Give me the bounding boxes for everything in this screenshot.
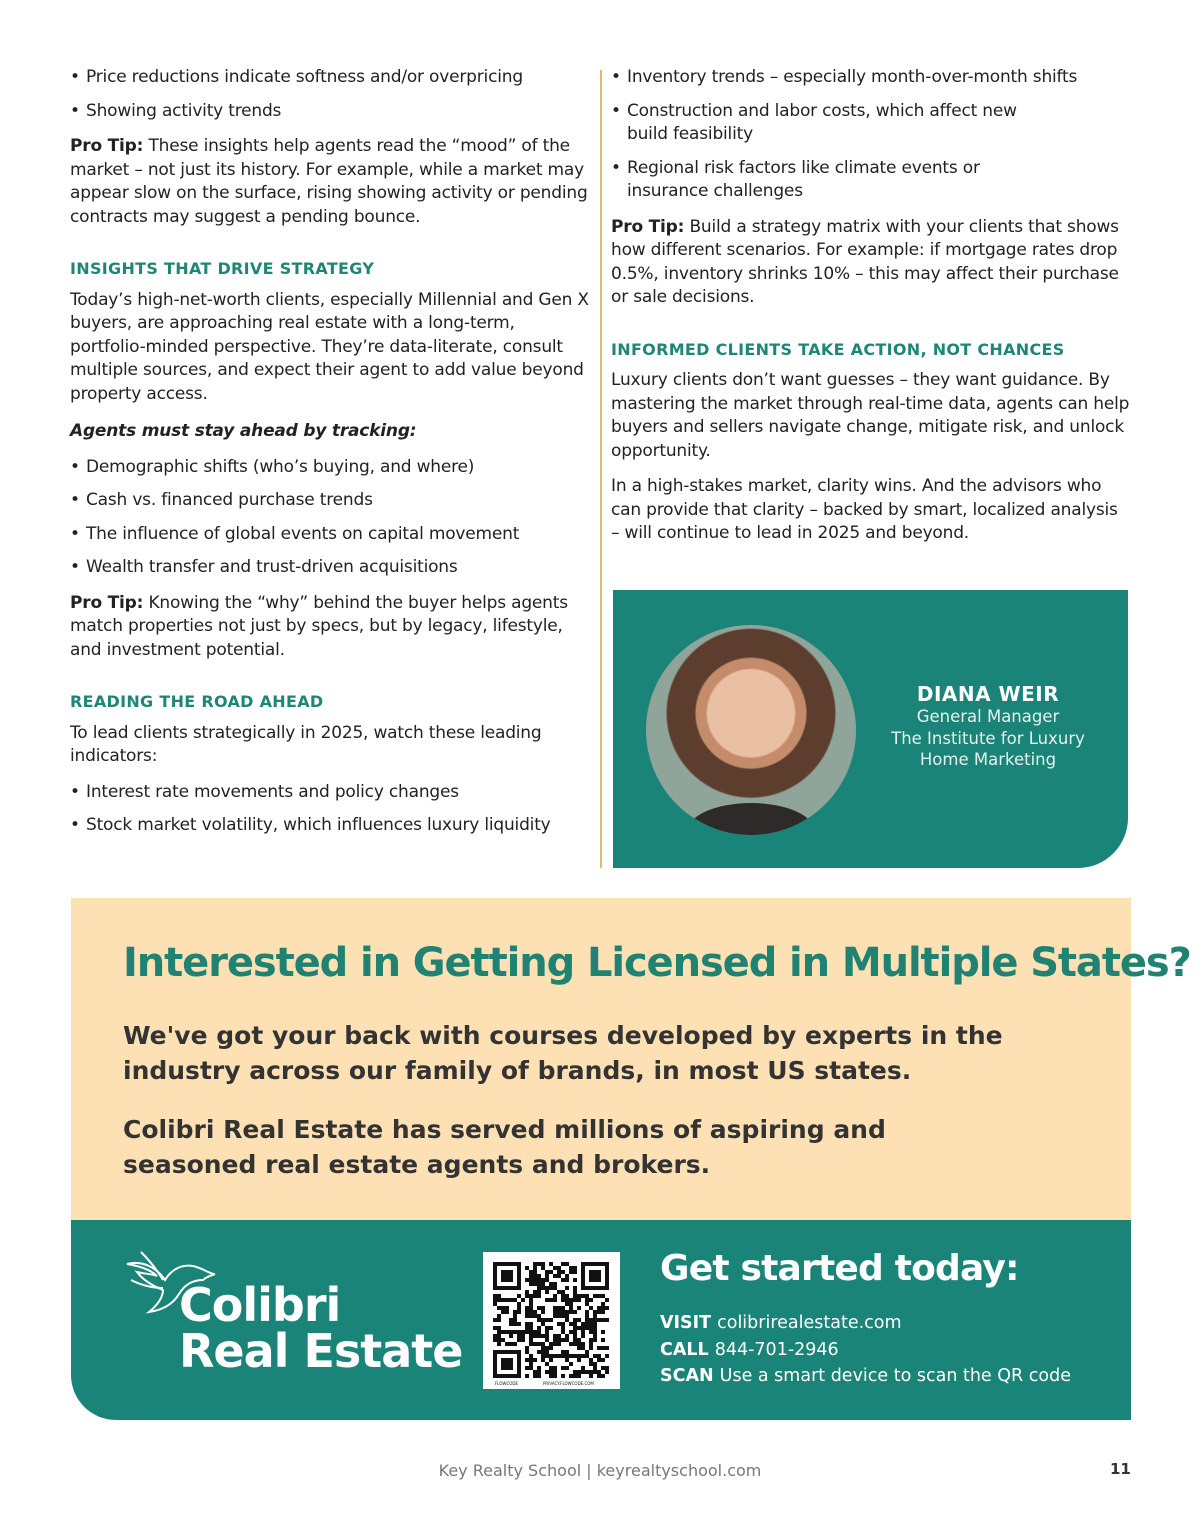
bullet-list-top-right — [611, 66, 1131, 204]
visit-row — [660, 1310, 1071, 1337]
visit-label: VISIT — [660, 1313, 712, 1333]
qr-code-icon — [483, 1252, 620, 1389]
contact-rows — [660, 1310, 1071, 1390]
promo-paragraph-1: We've got your back with courses developed by experts in the industry across our family of brands, in most US states. — [123, 1021, 1003, 1085]
author-org-line-1: The Institute for Luxury — [891, 728, 1085, 748]
author-card — [613, 590, 1128, 868]
author-photo-shirt — [686, 803, 816, 835]
column-divider — [600, 70, 602, 868]
list-item: • The influence of global events on capital movement — [70, 523, 590, 547]
section-heading-insights: INSIGHTS THAT DRIVE STRATEGY — [70, 259, 375, 278]
list-item: • Stock market volatility, which influences luxury liquidity — [70, 814, 590, 838]
section-body: Today’s high-net-worth clients, especially Millennial and Gen X buyers, are approaching real estate with a long-term, portfolio-minded perspective. They’re data-literate, consult multiple sources, and expect their agent to add value beyond property access. — [70, 289, 589, 404]
author-photo — [646, 625, 856, 835]
cta-heading: Get started today: — [660, 1248, 1019, 1289]
list-item: • Price reductions indicate softness and/or overpricing — [70, 66, 590, 90]
list-item: • Interest rate movements and policy changes — [70, 781, 590, 805]
scan-row — [660, 1363, 1071, 1390]
list-item: • Wealth transfer and trust-driven acquisitions — [70, 556, 590, 580]
scan-label: SCAN — [660, 1366, 714, 1386]
call-label: CALL — [660, 1339, 709, 1360]
pro-tip-text: These insights help agents read the “mood” of the market – not just its history. For example, while a market may appear slow on the surface, rising showing activity or pending contracts may suggest a pending bounce. — [70, 136, 588, 227]
section-heading-informed-clients: INFORMED CLIENTS TAKE ACTION, NOT CHANCES — [611, 339, 1065, 359]
author-name: DIANA WEIR — [916, 682, 1060, 706]
phone-number[interactable]: 844-701-2946 — [714, 1339, 839, 1360]
bullet-list-top-left — [70, 66, 590, 123]
list-item: • Construction and labor costs, which affect new build feasibility — [611, 100, 1131, 147]
emphasis-line: Agents must stay ahead by tracking: — [70, 421, 417, 441]
visit-link[interactable]: colibrirealestate.com — [717, 1313, 902, 1333]
list-item: • Inventory trends – especially month-over-month shifts — [611, 66, 1131, 90]
author-info — [873, 682, 1103, 771]
pro-tip-paragraph — [70, 135, 590, 229]
pro-tip-paragraph — [70, 592, 590, 663]
pro-tip-label: Pro Tip: — [70, 592, 144, 613]
pro-tip-label: Pro Tip: — [70, 136, 144, 156]
section-body: Luxury clients don’t want guesses – they want guidance. By mastering the market through real-time data, agents can help buyers and sellers navigate change, mitigate risk, and unlock opportunity. — [611, 370, 1130, 461]
page-number: 11 — [1110, 1460, 1131, 1478]
bullet-list-tracking — [70, 456, 590, 580]
svg-text:FLOWCODE: FLOWCODE — [495, 1381, 519, 1386]
section-body: To lead clients strategically in 2025, watch these leading indicators: — [70, 722, 542, 766]
section-body: In a high-stakes market, clarity wins. And the advisors who can provide that clarity – backed by smart, localized analysis – will continue to lead in 2025 and beyond. — [611, 476, 1118, 543]
scan-instructions: Use a smart device to scan the QR code — [719, 1366, 1071, 1386]
pro-tip-paragraph — [611, 216, 1131, 310]
page-footer: Key Realty School | keyrealtyschool.com — [438, 1461, 762, 1480]
author-org-line-2: Home Marketing — [919, 750, 1057, 769]
call-row — [660, 1337, 1071, 1364]
cta-panel — [71, 1220, 1131, 1420]
pro-tip-text: Knowing the “why” behind the buyer helps agents match properties not just by specs, but by legacy, lifestyle, and investment potential. — [70, 592, 568, 660]
pro-tip-text: Build a strategy matrix with your clients that shows how different scenarios. For example: if mortgage rates drop 0.5%, inventory shrinks 10% – this may affect their purchase or sale decisions. — [611, 216, 1119, 307]
qr-code[interactable] — [483, 1252, 620, 1389]
svg-text:PRIVACY.FLOWCODE.COM: PRIVACY.FLOWCODE.COM — [543, 1381, 594, 1386]
section-heading-road-ahead: READING THE ROAD AHEAD — [70, 692, 324, 711]
brand-logo-text — [179, 1278, 463, 1378]
promo-headline: Interested in Getting Licensed in Multiple States? — [123, 940, 1191, 986]
pro-tip-label: Pro Tip: — [611, 216, 685, 237]
list-item: • Showing activity trends — [70, 100, 590, 124]
list-item: • Cash vs. financed purchase trends — [70, 489, 590, 513]
author-title: General Manager — [916, 707, 1060, 726]
logo-line-2: Real Estate — [179, 1324, 463, 1378]
list-item: • Demographic shifts (who’s buying, and where) — [70, 456, 590, 480]
right-column — [611, 66, 1131, 546]
list-item: • Regional risk factors like climate events or insurance challenges — [611, 157, 1131, 204]
bullet-list-indicators — [70, 781, 590, 838]
left-column — [70, 66, 590, 848]
logo-line-1: Colibri — [179, 1278, 341, 1332]
promo-banner — [71, 898, 1191, 1220]
promo-paragraph-2: Colibri Real Estate has served millions of aspiring and seasoned real estate agents and brokers. — [123, 1115, 886, 1179]
